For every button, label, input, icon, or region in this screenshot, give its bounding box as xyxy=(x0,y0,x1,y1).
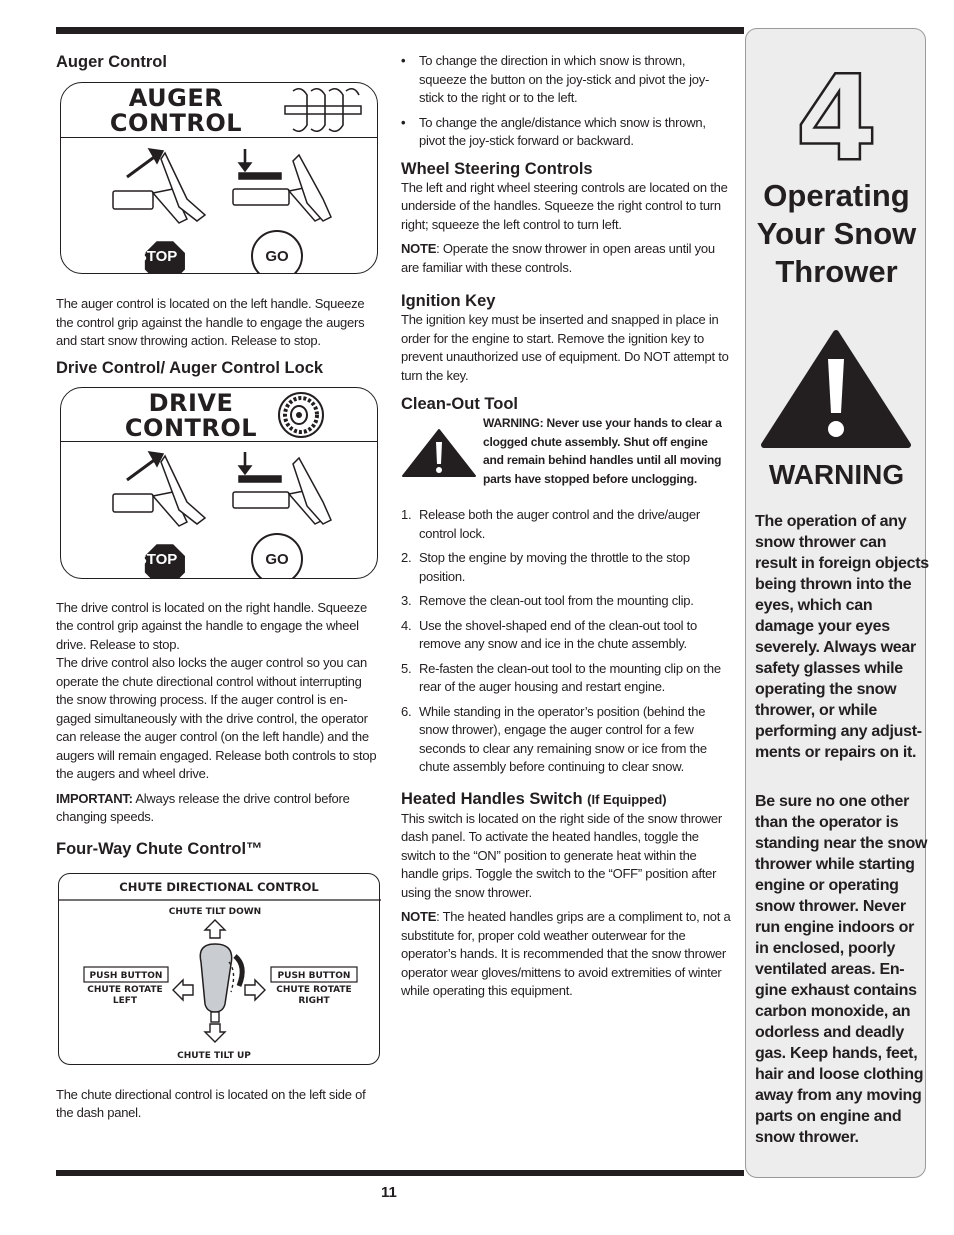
tilt-up-arrow xyxy=(205,1024,225,1042)
drive-control-text-2: The drive control also locks the auger control so you can operate the chute directional control without interrupting the snow throwing process. If the auger control is en-gaged simultaneously with the drive control, the operator can release the auger control (on the left handle) and the augers will remain engaged. Release both controls to stop the augers and wheel drive. xyxy=(56,655,377,781)
drive-control-panel xyxy=(60,387,378,579)
auger-panel-header xyxy=(61,83,377,138)
auger-control-panel xyxy=(60,82,378,274)
list-item: 1. Release both the auger control and the drive/auger control lock. xyxy=(401,507,700,541)
chute-panel-title: CHUTE DIRECTIONAL CONTROL xyxy=(119,879,319,894)
chapter-number: 4 xyxy=(795,49,878,187)
clean-out-steps xyxy=(401,506,733,777)
auger-handle-illustration xyxy=(61,139,379,273)
warning-heading: WARNING xyxy=(768,459,905,490)
auger-panel-title: AUGER CONTROL xyxy=(109,84,243,137)
push-button-left-label: PUSH BUTTON xyxy=(89,970,163,981)
joystick-bullets xyxy=(401,52,733,151)
joystick-icon xyxy=(200,944,231,1012)
list-item: • To change the direction in which snow is thrown, squeeze the button on the joy-stick and pivot the joy-stick to the right or to the left. xyxy=(401,53,710,105)
tilt-down-arrow xyxy=(205,920,225,938)
list-item: 5. Re-fasten the clean-out tool to the mounting clip on the rear of the auger housing and restart engine. xyxy=(401,660,721,694)
bottom-rule xyxy=(56,1170,744,1176)
wheel-steering-note: NOTE: Operate the snow thrower in open areas until you are familiar with these controls. xyxy=(401,241,715,275)
drive-stop-label: STOP xyxy=(136,550,178,568)
warning-text-1: The operation of any snow thrower can result in foreign objects being thrown into the eyes, which can damage your eyes severely. Always wear safety glasses while operating the snow thrower, or while performing any adjust-ments or repairs on it. xyxy=(755,513,929,761)
page-number: 11 xyxy=(381,1184,397,1201)
drive-control-text-1: The drive control is located on the right handle. Squeeze the control grip against the handle to engage the wheel drive. Release to stop. xyxy=(56,599,367,652)
clean-out-tool-heading: Clean-Out Tool xyxy=(401,395,519,413)
drive-panel-title: DRIVE CONTROL xyxy=(124,388,258,442)
chute-tilt-down-label: CHUTE TILT DOWN xyxy=(168,906,262,917)
ignition-key-heading: Ignition Key xyxy=(401,292,496,310)
auger-control-text: The auger control is located on the left handle. Squeeze the control grip against the handle to engage the augers and start snow throwing action. Release to stop. xyxy=(56,296,365,348)
rotate-right-label-2: RIGHT xyxy=(298,995,330,1006)
chapter-sidebar xyxy=(745,28,929,1178)
list-item: 2. Stop the engine by moving the throttle to the stop position. xyxy=(401,550,690,584)
warning-triangle-icon xyxy=(760,329,912,449)
right-column xyxy=(401,52,733,1001)
rotate-left-label-1: CHUTE ROTATE xyxy=(87,984,163,995)
auger-control-heading: Auger Control xyxy=(56,53,167,71)
list-item: • To change the angle/distance which snow is thrown, pivot the joy-stick forward or backward. xyxy=(401,114,706,148)
chute-tilt-up-label: CHUTE TILT UP xyxy=(177,1050,251,1061)
rotate-right-arrow xyxy=(245,980,265,1000)
wheel-icon xyxy=(275,390,327,440)
chute-diagram xyxy=(59,874,381,1066)
ignition-key-text: The ignition key must be inserted and snapped in place in order for the engine to start. Remove the ignition key to prevent unauthorized use of equipment. Do NOT attempt to turn the key. xyxy=(401,312,729,383)
list-item: 6. While standing in the operator’s position (behind the snow thrower), engage the auger control for a few seconds to clear any remaining snow or ice from the chute assembly before continuing to clear snow. xyxy=(401,703,707,774)
drive-handle-illustration xyxy=(61,444,379,578)
left-column xyxy=(56,52,382,1123)
chute-control-panel xyxy=(58,873,380,1065)
heated-handles-note: NOTE: The heated handles grips are a compliment to, not a substitute for, proper cold weather outerwear for the operator’s hands. It is recommended that the snow thrower operator wear gloves/mittens to avoid extremities of winter while operating this equipment. xyxy=(401,909,731,998)
wheel-steering-text: The left and right wheel steering controls are located on the underside of the handles. Squeeze the right control to turn right; squeeze the left control to turn left. xyxy=(401,179,728,232)
rotate-right-label-1: CHUTE ROTATE xyxy=(276,984,352,995)
warning-triangle-icon xyxy=(401,428,477,478)
list-item: 3. Remove the clean-out tool from the mounting clip. xyxy=(401,593,694,608)
auger-stop-label: STOP xyxy=(136,248,178,265)
chute-control-text: The chute directional control is located on the left side of the dash panel. xyxy=(56,1086,366,1120)
auger-go-label: GO xyxy=(265,248,289,265)
drive-panel-header xyxy=(61,388,377,442)
list-item: 4. Use the shovel-shaped end of the clean-out tool to remove any snow and ice in the chute assembly. xyxy=(401,617,698,651)
rotate-left-label-2: LEFT xyxy=(112,995,138,1006)
clean-out-warning: WARNING: Never use your hands to clear a clogged chute assembly. Shut off engine and remain behind handles until all moving parts have stopped before unclogging. xyxy=(401,414,733,504)
drive-control-heading: Drive Control/ Auger Control Lock xyxy=(56,358,324,377)
important-note: IMPORTANT: Always release the drive control before changing speeds. xyxy=(56,790,350,824)
chapter-title: Operating Your Snow Thrower xyxy=(756,178,917,289)
rotate-left-arrow xyxy=(173,980,193,1000)
wheel-steering-heading: Wheel Steering Controls xyxy=(401,159,593,178)
drive-go-label: GO xyxy=(265,550,289,568)
heated-handles-text: This switch is located on the right side of the snow thrower dash panel. To activate the heated handles, toggle the switch to the “ON” position to generate heat within the handle grips. Toggle the switch to the “OFF” position after using the snow thrower. xyxy=(401,810,722,900)
warning-text-2: Be sure no one other than the operator is standing near the snow thrower while starting engine or operating snow thrower. Never run engine indoors or in enclosed, poorly ventilated areas. En-gine exhaust contains carbon monoxide, an odorless and deadly gas. Keep hands, feet, hair and loose clothing away from any moving parts on engine and snow thrower. xyxy=(755,793,928,1146)
push-button-right-label: PUSH BUTTON xyxy=(277,970,351,981)
auger-icon xyxy=(283,87,363,133)
heated-handles-heading: Heated Handles Switch (If Equipped) xyxy=(401,789,667,808)
top-rule xyxy=(56,27,744,34)
chute-control-heading: Four-Way Chute Control™ xyxy=(56,839,263,858)
